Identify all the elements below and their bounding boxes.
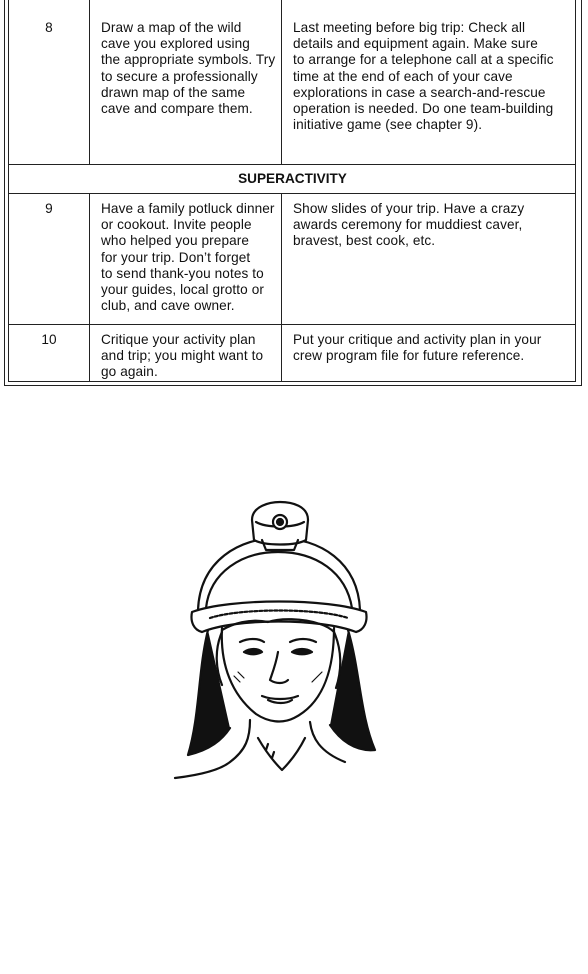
column-divider xyxy=(281,193,282,382)
text-line: or cookout. Invite people xyxy=(101,217,252,233)
text-line: Put your critique and activity plan in your xyxy=(293,332,542,347)
text-line: and trip; you might want to xyxy=(101,348,264,364)
text-line: drawn map of the same xyxy=(101,84,246,100)
notes-cell xyxy=(293,201,575,250)
text-line: operation is needed. Do one team-building xyxy=(293,101,554,117)
text-line: Draw a map of the wild xyxy=(101,20,242,35)
text-line: cave and compare them. xyxy=(101,101,253,117)
text-line: crew program file for future reference. xyxy=(293,348,525,364)
text-line: to arrange for a telephone call at a specific xyxy=(293,52,554,68)
row-divider xyxy=(8,193,576,194)
text-line: details and equipment again. Make sure xyxy=(293,36,538,52)
activity-cell xyxy=(101,20,279,117)
row-number: 10 xyxy=(41,332,57,347)
text-line: explorations in case a search-and-rescue xyxy=(293,84,546,100)
column-divider xyxy=(89,0,90,164)
text-line: Last meeting before big trip: Check all xyxy=(293,20,526,35)
section-heading: SUPERACTIVITY xyxy=(238,171,347,186)
notes-cell xyxy=(293,20,575,133)
column-divider xyxy=(89,193,90,382)
activity-cell xyxy=(101,201,279,314)
notes-cell xyxy=(293,332,575,364)
text-line: awards ceremony for muddiest caver, xyxy=(293,217,523,233)
text-line: club, and cave owner. xyxy=(101,298,235,314)
activity-cell xyxy=(101,332,279,381)
text-line: who helped you prepare xyxy=(101,233,250,249)
column-divider xyxy=(281,0,282,164)
text-line: time at the end of each of your cave xyxy=(293,68,513,84)
text-line: go again. xyxy=(101,364,158,380)
text-line: to secure a professionally xyxy=(101,68,258,84)
text-line: bravest, best cook, etc. xyxy=(293,233,436,249)
text-line: cave you explored using xyxy=(101,36,250,52)
text-line: the appropriate symbols. Try xyxy=(101,52,276,68)
row-number: 9 xyxy=(45,201,53,216)
row-divider xyxy=(8,324,576,325)
caver-with-helmet-lamp-icon xyxy=(170,500,385,790)
text-line: your guides, local grotto or xyxy=(101,282,264,298)
text-line: to send thank-you notes to xyxy=(101,265,264,281)
row-divider xyxy=(8,164,576,165)
text-line: initiative game (see chapter 9). xyxy=(293,117,483,133)
text-line: Critique your activity plan xyxy=(101,332,256,347)
row-number: 8 xyxy=(45,20,53,35)
text-line: Show slides of your trip. Have a crazy xyxy=(293,201,525,216)
text-line: for your trip. Don’t forget xyxy=(101,249,251,265)
text-line: Have a family potluck dinner xyxy=(101,201,275,216)
